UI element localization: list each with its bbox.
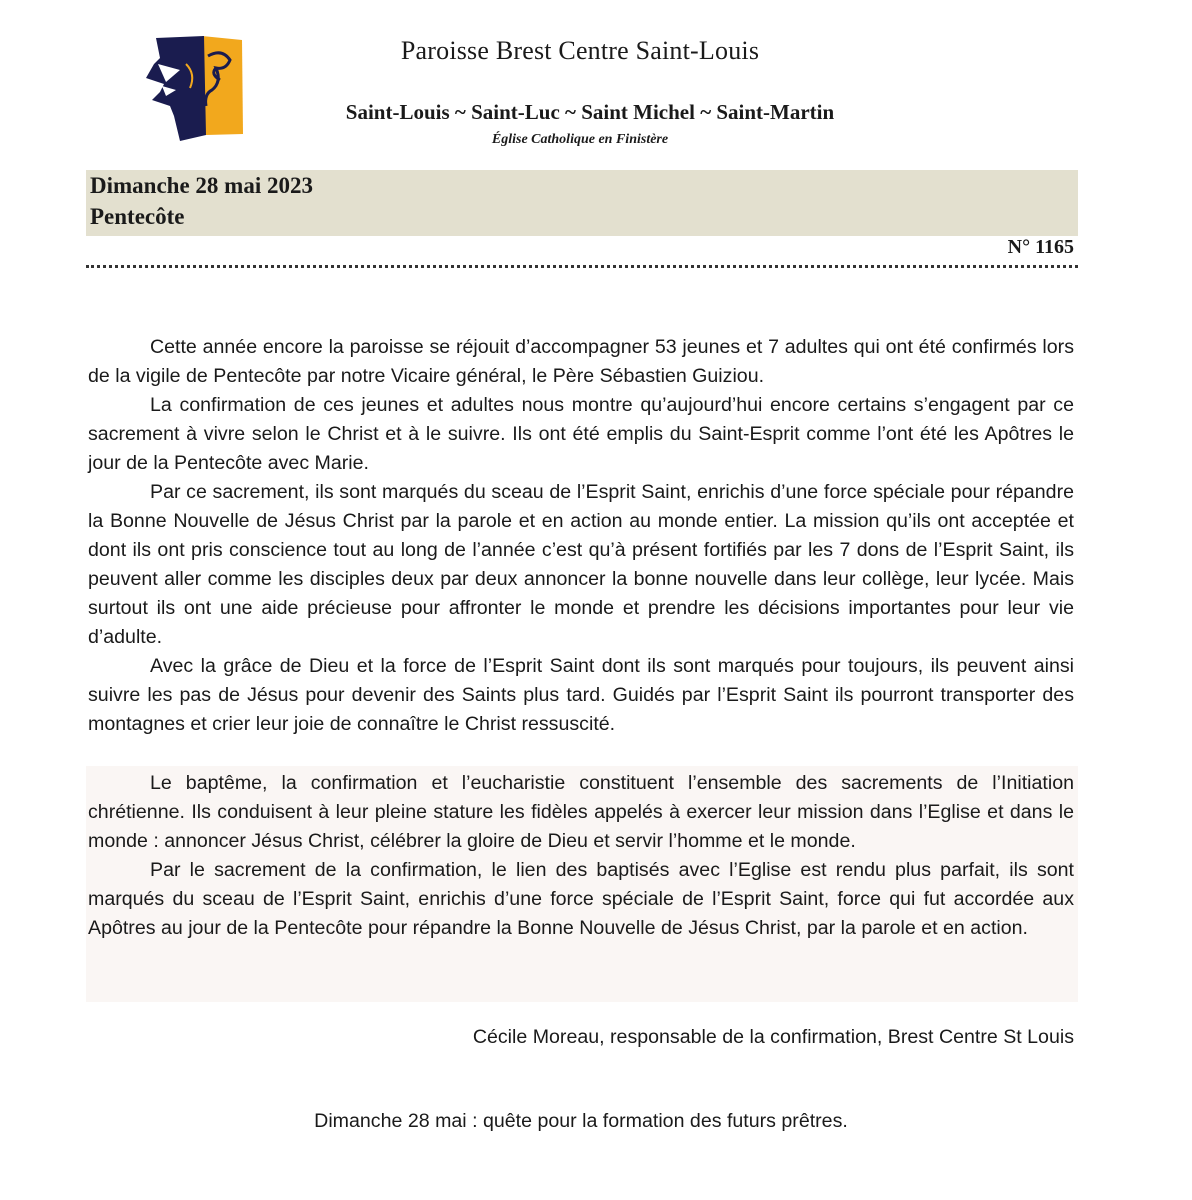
article-paragraph: La confirmation de ces jeunes et adultes nous montre qu’aujourd’hui encore certains s’engagent par ce sacrement à vivre selon le Christ et à le suivre. Ils ont été emplis du Saint-Esprit comme l’ont été les Apôtres le jour de la Pentecôte avec Marie.	[88, 394, 1074, 474]
article-shaded	[88, 769, 1074, 943]
church-diocese: Église Catholique en Finistère	[491, 132, 669, 147]
article-paragraph: Avec la grâce de Dieu et la force de l’Esprit Saint dont ils sont marqués pour toujours, ils peuvent ainsi suivre les pas de Jésus pour devenir des Saints plus tard. Guidés par l’Esprit Saint ils pourront transporter des montagnes et crier leur joie de connaître le Christ ressuscité.	[88, 655, 1074, 735]
parish-logo	[146, 34, 244, 142]
collection-note: Dimanche 28 mai : quête pour la formation des futurs prêtres.	[314, 1110, 848, 1132]
bulletin-number: N° 1165	[1007, 236, 1074, 258]
date-band	[86, 170, 1078, 236]
bulletin-date: Dimanche 28 mai 2023	[90, 173, 313, 198]
parish-title: Paroisse Brest Centre Saint-Louis	[400, 36, 760, 65]
article-signature: Cécile Moreau, responsable de la confirmation, Brest Centre St Louis	[472, 1026, 1074, 1048]
article-paragraph: Le baptême, la confirmation et l’eucharistie constituent l’ensemble des sacrements de l’Initiation chrétienne. Ils conduisent à leur pleine stature les fidèles appelés à exercer leur mission dans l’Eglise et dans le monde : annoncer Jésus Christ, célébrer la gloire de Dieu et servir l’homme et le monde.	[88, 772, 1074, 852]
bulletin-feast: Pentecôte	[90, 204, 185, 229]
article-paragraph: Cette année encore la paroisse se réjouit d’accompagner 53 jeunes et 7 adultes qui ont été confirmés lors de la vigile de Pentecôte par notre Vicaire général, le Père Sébastien Guiziou.	[88, 336, 1074, 387]
parish-churches: Saint-Louis ~ Saint-Luc ~ Saint Michel ~ Saint-Martin	[345, 100, 835, 124]
article-main	[88, 333, 1074, 739]
article-paragraph: Par le sacrement de la confirmation, le lien des baptisés avec l’Eglise est rendu plus parfait, ils sont marqués du sceau de l’Esprit Saint, enrichis d’une force spéciale de l’Esprit Saint, force qui fut accordée aux Apôtres au jour de la Pentecôte pour répandre la Bonne Nouvelle de Jésus Christ, par la parole et en action.	[88, 859, 1074, 939]
parish-logo-icon	[146, 34, 244, 142]
dotted-divider	[86, 265, 1078, 268]
article-paragraph: Par ce sacrement, ils sont marqués du sceau de l’Esprit Saint, enrichis d’une force spéciale pour répandre la Bonne Nouvelle de Jésus Christ par la parole et en action au monde entier. La mission qu’ils ont acceptée et dont ils ont pris conscience tout au long de l’année c’est qu’à présent fortifiés par les 7 dons de l’Esprit Saint, ils peuvent aller comme les disciples deux par deux annoncer la bonne nouvelle dans leur collège, leur lycée. Mais surtout ils ont une aide précieuse pour affronter le monde et prendre les décisions importantes pour leur vie d’adulte.	[88, 481, 1074, 648]
